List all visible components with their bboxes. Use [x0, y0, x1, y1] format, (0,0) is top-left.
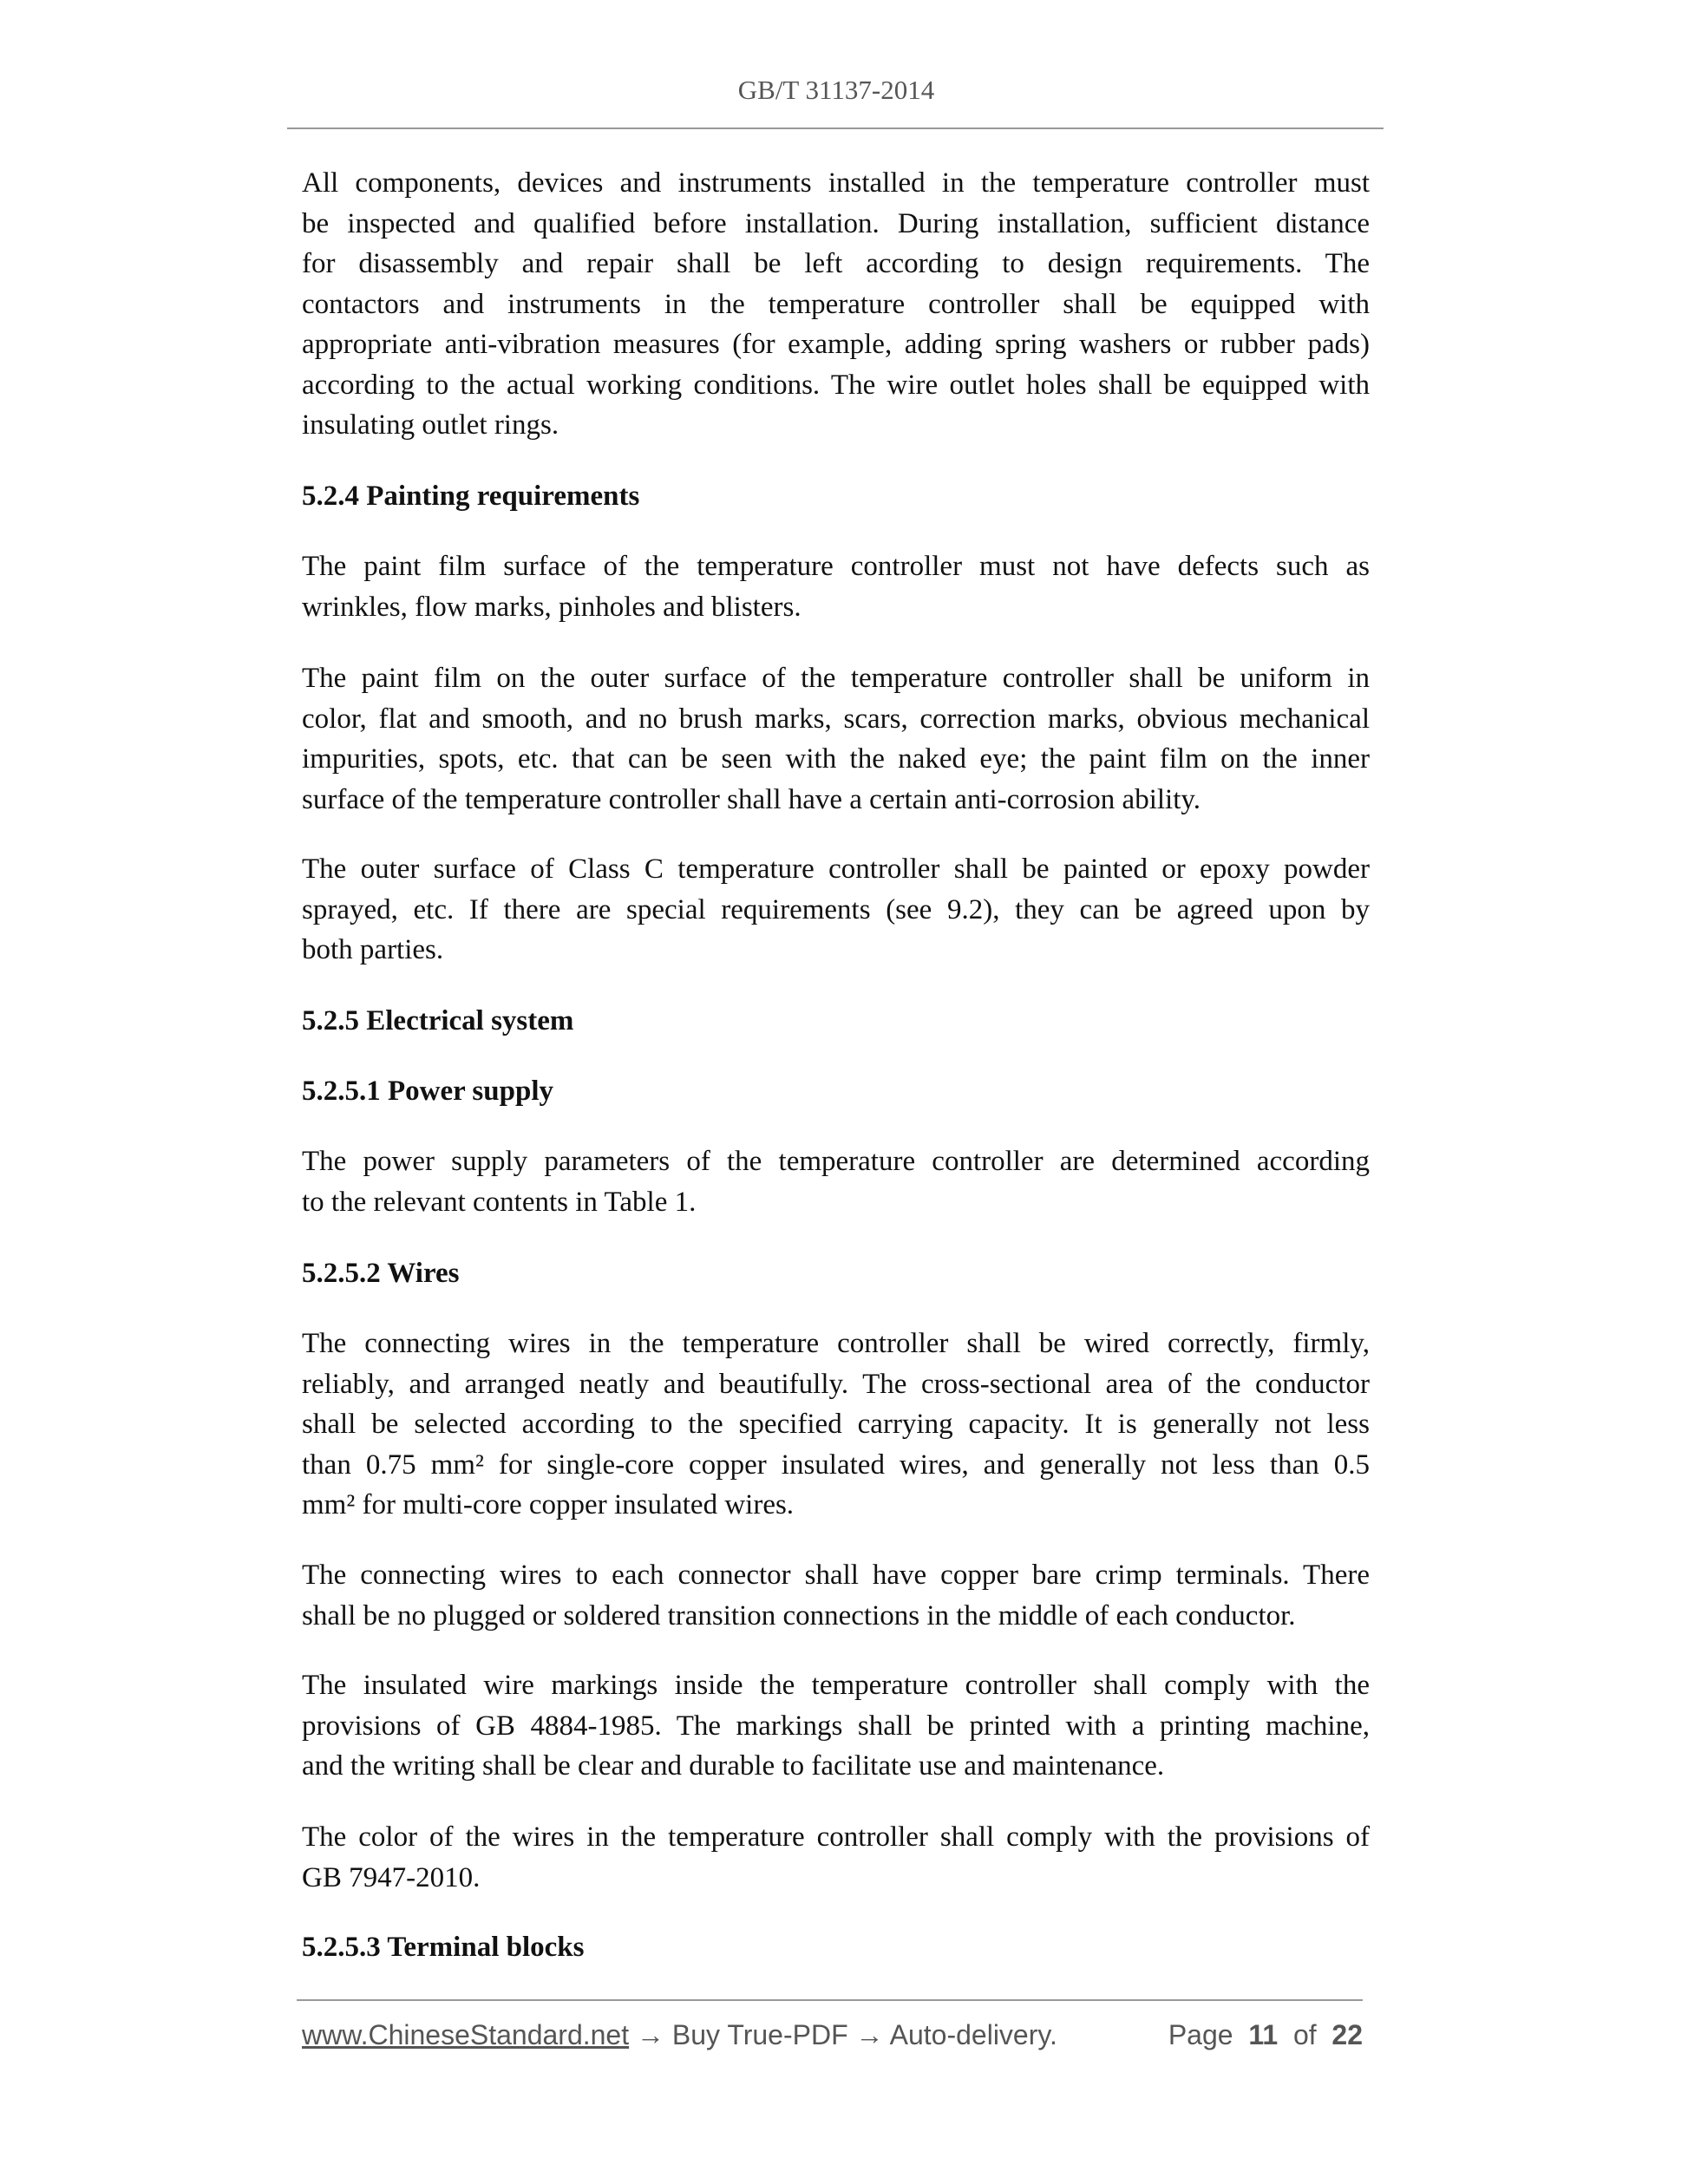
text-line: The paint film surface of the temperature controller must not have defects such as — [302, 551, 1370, 582]
text-line: to the relevant contents in Table 1. — [302, 1186, 697, 1218]
text-line: 5.2.5.3 Terminal blocks — [302, 1932, 585, 1963]
section-heading — [302, 1927, 1370, 1968]
text-line: The connecting wires to each connector shall have copper bare crimp terminals. There — [302, 1560, 1370, 1591]
text-line: shall be no plugged or soldered transition connections in the middle of each conductor. — [302, 1599, 1296, 1631]
section-heading — [302, 1071, 1370, 1112]
footer-promo-text: → Buy True-PDF → Auto-delivery. — [629, 2019, 1057, 2050]
text-line: according to the actual working conditions. The wire outlet holes shall be equipped with — [302, 369, 1370, 401]
text-line: 5.2.4 Painting requirements — [302, 481, 640, 512]
text-line: The color of the wires in the temperature controller shall comply with the provisions of — [302, 1821, 1370, 1853]
text-line: 5.2.5.2 Wires — [302, 1258, 460, 1289]
text-line: 5.2.5 Electrical system — [302, 1005, 574, 1036]
page-number: 11 — [1248, 2019, 1279, 2050]
text-line: The insulated wire markings inside the temperature controller shall comply with the — [302, 1670, 1370, 1701]
text-line: The power supply parameters of the temperature controller are determined according — [302, 1146, 1370, 1177]
text-line: sprayed, etc. If there are special requirements (see 9.2), they can be agreed upon by — [302, 893, 1370, 925]
text-line: The connecting wires in the temperature controller shall be wired correctly, firmly, — [302, 1328, 1370, 1359]
text-line: be inspected and qualified before installation. During installation, sufficient distance — [302, 207, 1370, 239]
text-line: wrinkles, flow marks, pinholes and blisters. — [302, 591, 801, 623]
section-heading — [302, 1253, 1370, 1294]
paragraph — [302, 658, 1370, 820]
text-line: The paint film on the outer surface of the temperature controller shall be uniform in — [302, 663, 1370, 694]
paragraph — [302, 1665, 1370, 1787]
paragraph — [302, 1141, 1370, 1222]
text-line: contactors and instruments in the temperature controller shall be equipped with — [302, 288, 1370, 320]
text-line: All components, devices and instruments installed in the temperature controller must — [302, 167, 1370, 199]
text-line: 5.2.5.1 Power supply — [302, 1076, 554, 1107]
header-rule — [287, 128, 1384, 129]
text-line: mm² for multi-core copper insulated wires. — [302, 1489, 795, 1520]
text-line: impurities, spots, etc. that can be seen with the naked eye; the paint film on the inner — [302, 743, 1370, 775]
text-line: color, flat and smooth, and no brush marks, scars, correction marks, obvious mechanical — [302, 703, 1370, 735]
text-line: insulating outlet rings. — [302, 409, 559, 441]
footer — [302, 2019, 1363, 2051]
section-heading — [302, 476, 1370, 517]
footer-rule — [297, 1999, 1363, 2001]
paragraph — [302, 849, 1370, 971]
paragraph — [302, 1324, 1370, 1526]
text-line: shall be selected according to the specified carrying capacity. It is generally not less — [302, 1409, 1370, 1440]
text-line: The outer surface of Class C temperature controller shall be painted or epoxy powder — [302, 853, 1370, 885]
document-id-header: GB/T 31137-2014 — [737, 75, 935, 105]
website-link[interactable]: www.ChineseStandard.net — [302, 2019, 630, 2050]
page-total: 22 — [1331, 2019, 1363, 2050]
paragraph — [302, 163, 1370, 446]
text-line: than 0.75 mm² for single-core copper insulated wires, and generally not less than 0.5 — [302, 1448, 1370, 1481]
section-heading — [302, 1001, 1370, 1042]
paragraph — [302, 546, 1370, 627]
text-line: reliably, and arranged neatly and beautifully. The cross-sectional area of the conductor — [302, 1368, 1370, 1400]
of-label: of — [1292, 2019, 1317, 2050]
paragraph — [302, 1817, 1370, 1898]
text-line: provisions of GB 4884-1985. The markings shall be printed with a printing machine, — [302, 1710, 1370, 1742]
text-line: and the writing shall be clear and durable to facilitate use and maintenance. — [302, 1750, 1165, 1782]
text-line: surface of the temperature controller shall have a certain anti-corrosion ability. — [302, 783, 1201, 815]
page-label: Page — [1168, 2019, 1233, 2050]
page-indicator — [1168, 2019, 1363, 2051]
paragraph — [302, 1555, 1370, 1636]
text-line: both parties. — [302, 934, 444, 965]
text-line: for disassembly and repair shall be left according to design requirements. The — [302, 248, 1370, 279]
text-line: appropriate anti-vibration measures (for example, adding spring washers or rubber pads) — [302, 329, 1370, 360]
text-line: GB 7947-2010. — [302, 1861, 481, 1893]
